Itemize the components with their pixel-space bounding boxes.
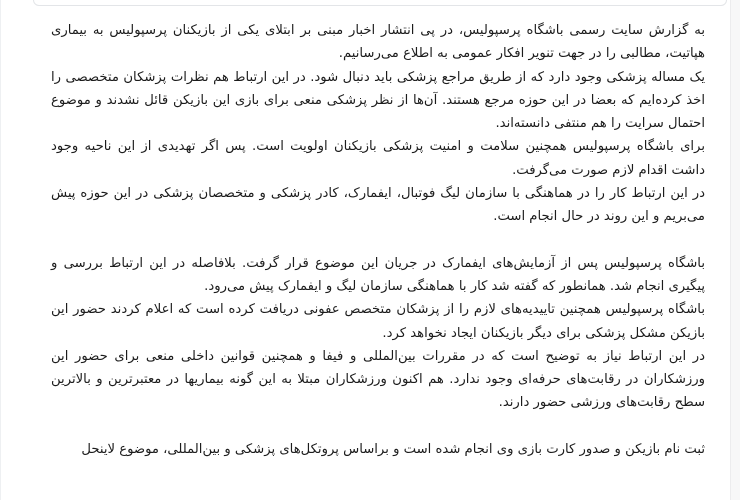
article-paragraph: باشگاه پرسپولیس پس از آزمایش‌های ایفمارک در جریان این موضوع قرار گرفت. بلافاصله در این ارتباط بررسی و پیگیری انجام شد. همانطور که گفته شد کار با هماهنگی سازمان لیگ و ایفمارک پیش می‌رود. [51, 255, 705, 294]
paragraph-spacer [51, 229, 705, 252]
article-paragraph: در این ارتباط نیاز به توضیح است که در مقررات بین‌المللی و فیفا و همچنین قوانین داخلی منعی برای حضور این ورزشکاران در رقابت‌های حرفه‌ای وجود ندارد. هم اکنون ورزشکاران مبتلا به این گونه بیماریها در معتبرترین و بالاترین سطح رقابت‌های ورزشی حضور دارند. [51, 348, 705, 411]
article-paragraph: باشگاه پرسپولیس همچنین تاییدیه‌های لازم را از پزشکان متخصص عفونی دریافت کرده است که اعلام کردند حضور این بازیکن مشکل پزشکی برای دیگر بازیکنان ایجاد نخواهد کرد. [51, 302, 705, 341]
article-paragraph: به گزارش سایت رسمی باشگاه پرسپولیس، در پی انتشار اخبار مبنی بر ابتلای یکی از بازیکنان پرسپولیس به بیماری هپاتیت، مطالبی را در جهت تنویر افکار عمومی به اطلاع می‌رسانیم. [51, 23, 705, 62]
article-paragraph: برای باشگاه پرسپولیس همچنین سلامت و امنیت پزشکی بازیکنان اولویت است. پس اگر تهدیدی از این ناحیه وجود داشت اقدام لازم صورت می‌گرفت. [51, 139, 705, 178]
previous-card-edge [33, 0, 727, 6]
article-paragraph: در این ارتباط کار را در هماهنگی با سازمان لیگ فوتبال، ایفمارک، کادر پزشکی و متخصصان پزشکی در این حوزه پیش می‌بریم و این روند در حال انجام است. [51, 186, 705, 225]
article-paragraph: ثبت نام بازیکن و صدور کارت بازی وی انجام شده است و براساس پروتکل‌های پزشکی و بین‌المللی، موضوع لاینحل [81, 441, 705, 457]
article-paragraph: یک مساله پزشکی وجود دارد که از طریق مراجع پزشکی باید دنبال شود. در این ارتباط هم نظرات پزشکان متخصصی را اخذ کرده‌ایم که بعضا در این حوزه مرجع هستند. آن‌ها از نظر پزشکی منعی برای بازی این بازیکن قائل نشدند و موضوع احتمال سرایت را هم منتفی دانسته‌اند. [51, 69, 705, 132]
article-body [51, 19, 705, 461]
paragraph-spacer [51, 415, 705, 438]
scrollbar[interactable] [730, 0, 740, 500]
